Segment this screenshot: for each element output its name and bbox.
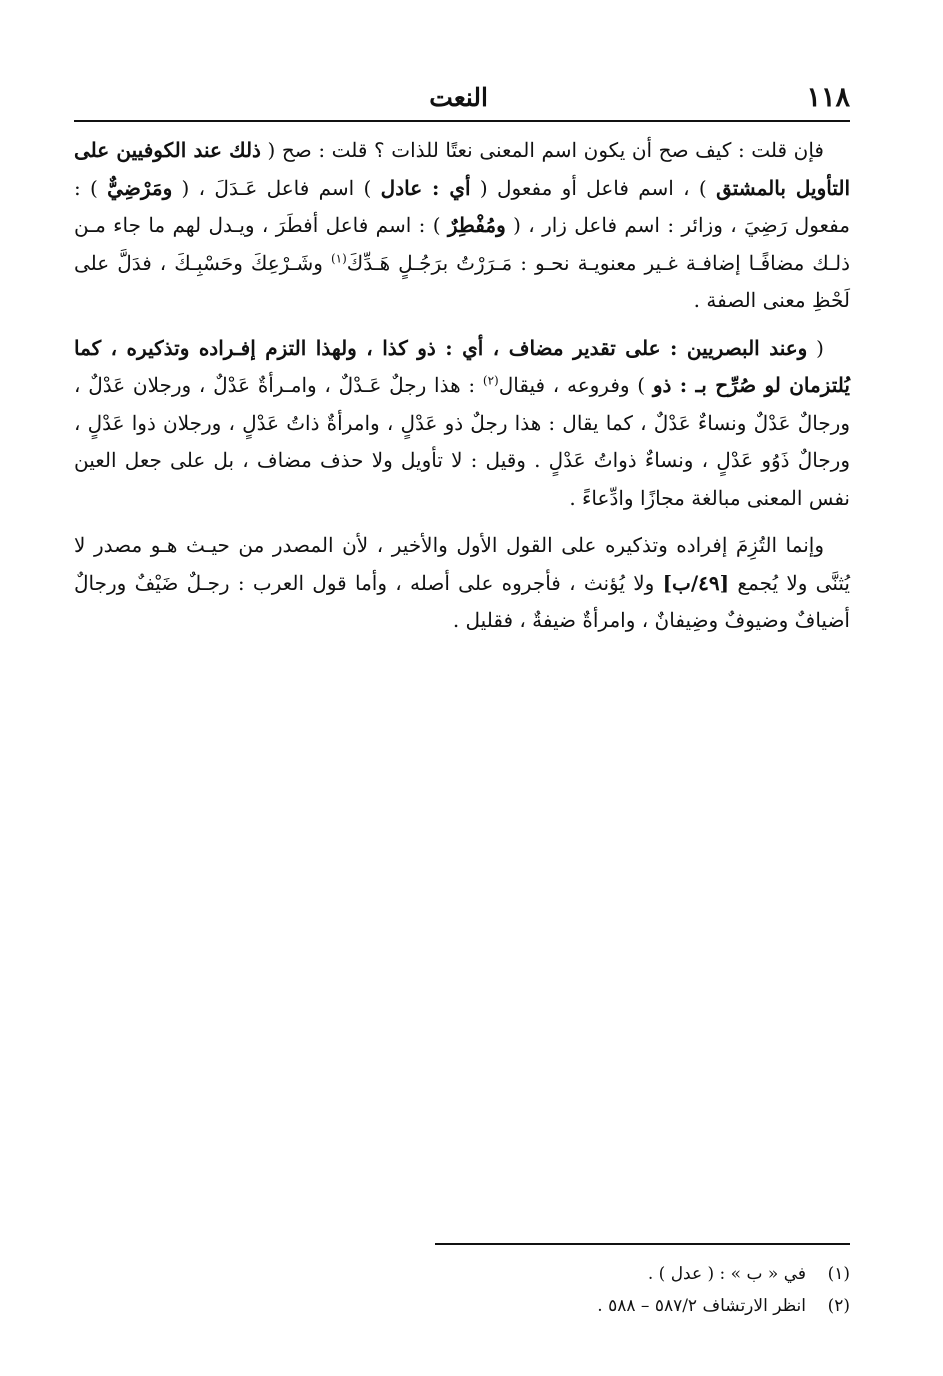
quoted-matn-text: ومَرْضِيٌّ xyxy=(107,175,173,200)
quoted-matn-text: ذلك عند الكوفيين على التأويل بالمشتق xyxy=(74,138,851,200)
quoted-matn-text: أي : عادل xyxy=(380,175,471,200)
commentary-text: ) اسم فاعل عَـدَلَ ، ( xyxy=(172,175,381,200)
footnote-number: (٢) xyxy=(827,1296,850,1316)
header-divider xyxy=(74,120,850,122)
commentary-text: ) : اسم فاعل أفطَرَ ، ويـدل لهم ما جاء مـن ذلـك مضافًـا إضافـة غـير معنويـة نحـو : مَـرَرْتُ برَجُـلٍ هَـدِّكَ xyxy=(74,213,850,275)
commentary-text: ) ، اسم فاعل أو مفعول ( xyxy=(470,175,717,200)
footnote-text: في « ب » : ( عدل ) . xyxy=(647,1264,806,1284)
commentary-text: ) وفروعه ، فيقال xyxy=(498,373,653,397)
commentary-text: ولا يُؤنث ، فأجروه على أصله ، وأما قول العرب : رجـلٌ ضَيْفٌ ورجالٌ أضيافٌ وضيوفٌ وضِيفانٌ ، وامرأةٌ ضيفةٌ ، فقليل . xyxy=(74,570,850,632)
page-header xyxy=(74,80,850,120)
commentary-text: ( xyxy=(807,335,824,360)
running-title: النعت xyxy=(429,83,488,112)
quoted-matn-text: [٤٩/ب] xyxy=(662,570,730,595)
footnote-text: انظر الارتشاف ٥٨٧/٢ – ٥٨٨ . xyxy=(597,1296,806,1316)
footnote-item xyxy=(350,1258,850,1290)
footnote-divider xyxy=(435,1243,850,1245)
commentary-text: وشَـرْعِكَ وحَسْبِـكَ ، فدَلَّ على لَحْظِ معنى الصفة . xyxy=(74,250,850,312)
commentary-text: وإنما التُزِمَ إفراده وتذكيره على القول الأول والأخير ، لأن المصدر من حيـث هـو مصدر لا يُثنَّى ولا يُجمع xyxy=(74,533,850,595)
quoted-matn-text: ومُفْطِرٌ xyxy=(447,213,506,237)
footnote-number: (١) xyxy=(827,1264,850,1284)
footnote-reference: (٢) xyxy=(482,373,499,388)
page-number: ١١٨ xyxy=(806,82,850,113)
footnotes xyxy=(350,1258,850,1322)
main-text xyxy=(74,132,850,650)
footnote-reference: (١) xyxy=(330,250,347,265)
paragraph xyxy=(74,132,850,320)
paragraph xyxy=(74,527,850,640)
paragraph xyxy=(74,330,850,518)
commentary-text: ) : مفعول رَضِيَ ، وزائر : اسم فاعل زار ، ( xyxy=(74,175,851,237)
commentary-text: فإن قلت : كيف صح أن يكون اسم المعنى نعتًا للذات ؟ قلت : صح ( xyxy=(260,138,824,162)
footnote-item xyxy=(350,1290,850,1322)
quoted-matn-text: وعند البصريين : على تقدير مضاف ، أي : ذو كذا ، ولهذا التزم إفـراده وتذكيره ، كما يُلتزمان لو صُرِّح بـ : ذو xyxy=(74,335,850,397)
commentary-text: : هذا رجلٌ عَـدْلٌ ، وامـرأةٌ عَدْلٌ ، ورجلان عَدْلٌ ، ورجالٌ عَدْلٌ ونساءٌ عَدْلٌ ، كما يقال : هذا رجلٌ ذو عَدْلٍ ، وامرأةٌ ذاتُ عَدْلٍ ، ورجلان ذوا عَدْلٍ ، ورجالٌ ذَوُو عَدْلٍ ، ونساءٌ ذواتُ عَدْلٍ . وقيل : لا تأويل ولا حذف مضاف ، بل على جعل العين نفس المعنى مبالغة مجازًا وادِّعاءً . xyxy=(74,373,851,510)
